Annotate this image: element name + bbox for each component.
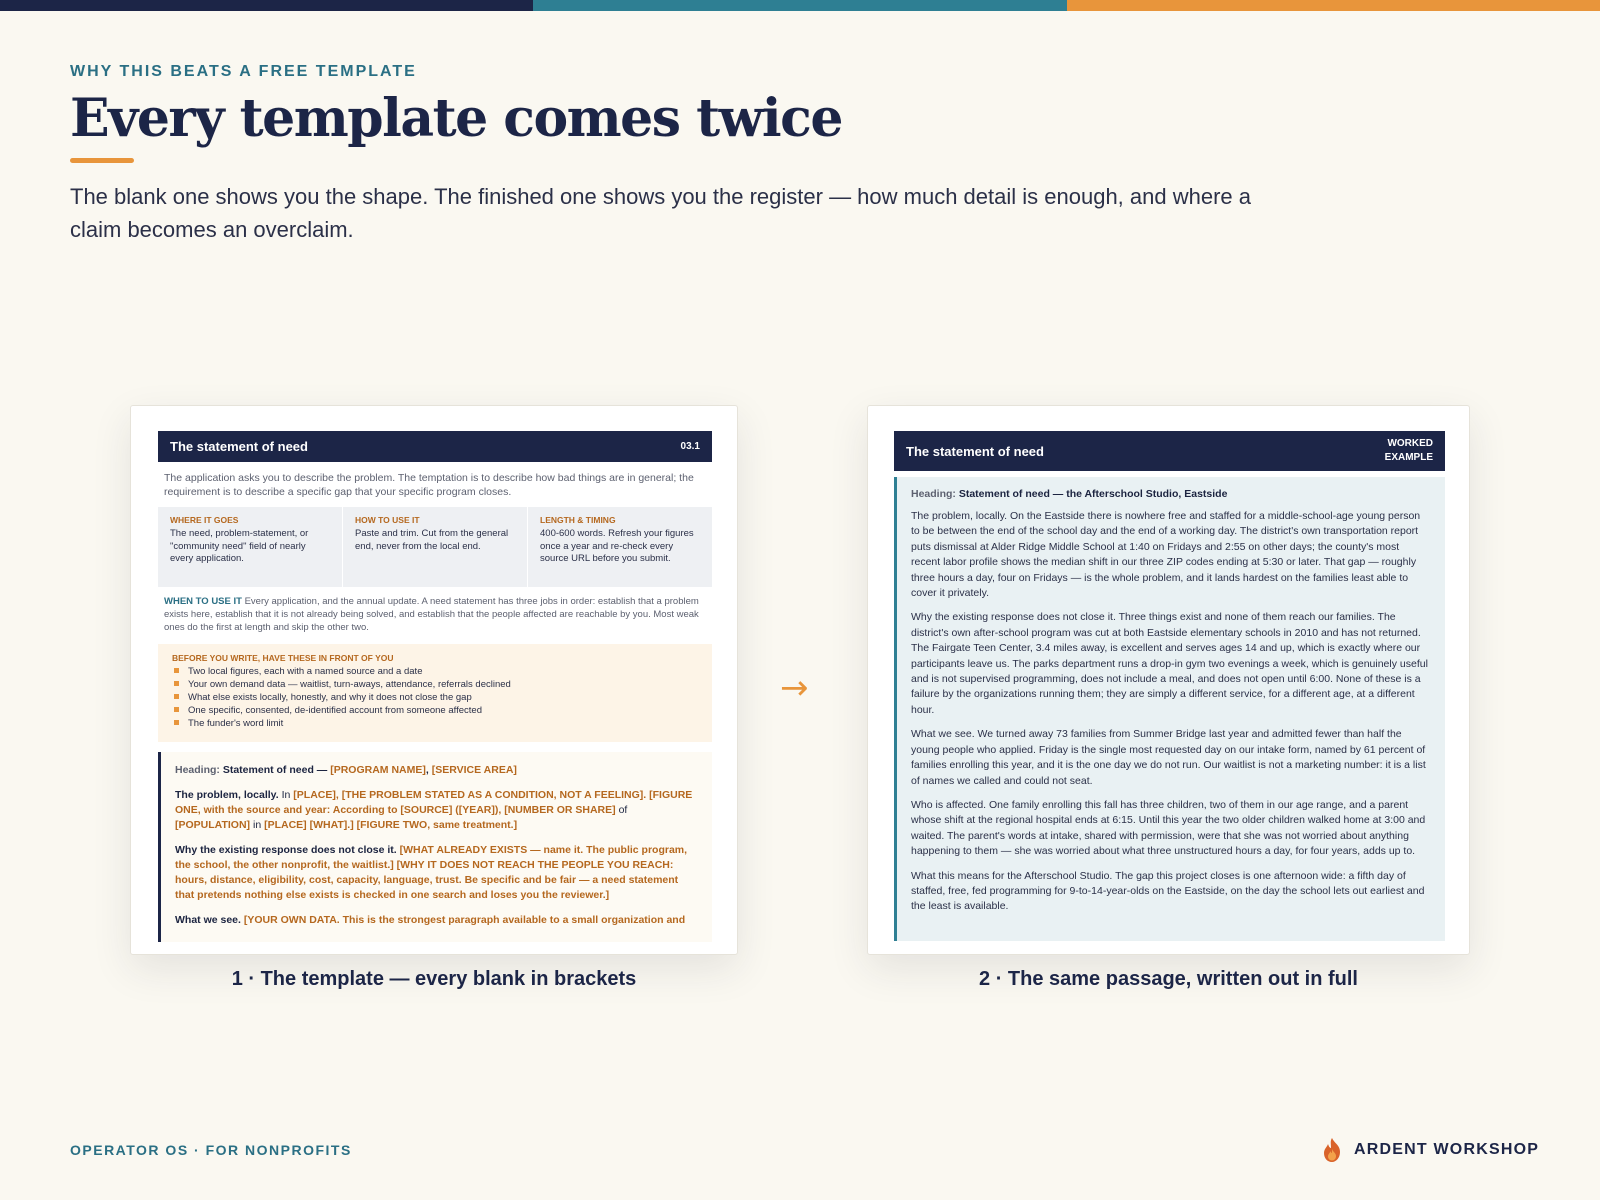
connector-text: in xyxy=(252,819,262,831)
info-column-how xyxy=(343,507,528,587)
worked-heading-line xyxy=(911,488,1431,500)
column-heading: WHERE IT GOES xyxy=(170,515,239,525)
list-item: Two local figures, each with a named source and a date xyxy=(172,665,698,678)
template-intro: The application asks you to describe the problem. The temptation is to describe how bad things are in general; the requirement is to describe a specific gap that your specific program closes. xyxy=(164,472,694,498)
placeholder-own-data: [YOUR OWN DATA. This is the strongest paragraph available to a small organization and xyxy=(243,914,686,926)
list-item: Your own demand data — waitlist, turn-aways, attendance, referrals declined xyxy=(172,678,698,691)
badge-line: EXAMPLE xyxy=(1384,452,1433,463)
worked-example-badge xyxy=(1363,437,1433,465)
separator: , xyxy=(425,764,429,776)
placeholder-what: [PLACE] [WHAT].] [FIGURE TWO, same treatment.] xyxy=(264,819,518,831)
before-list xyxy=(172,665,698,730)
heading-text: Statement of need — xyxy=(222,764,328,776)
top-bar-orange xyxy=(1067,0,1600,11)
worked-paragraph: What we see. We turned away 73 families from Summer Bridge last year and admitted fewer than half the young people who applied. Friday is the single most requested day on our intake form, named by 61 percent of families enrolling this year, and it is the one day we do not run. Our waitlist is not a marketing number: it is a list of names we called and could not seat. xyxy=(911,728,1426,787)
footer-product: OPERATOR OS · FOR NONPROFITS xyxy=(70,1142,352,1158)
template-passage xyxy=(158,752,712,942)
when-text: Every application, and the annual update. A need statement has three jobs in order: establish that a problem exists here, establish that it is not already being solved, and establish that the people affected are reachable by you. Most weak ones do the first at length and skip the other two. xyxy=(164,596,699,633)
eyebrow: WHY THIS BEATS A FREE TEMPLATE xyxy=(70,63,417,80)
before-you-write-box xyxy=(158,644,712,742)
paragraph-lead: The problem, locally. xyxy=(175,789,279,801)
paragraph-lead: What we see. xyxy=(175,914,241,926)
list-item: What else exists locally, honestly, and why it does not close the gap xyxy=(172,691,698,704)
column-text: The need, problem-statement, or "community need" field of nearly every application. xyxy=(170,528,309,564)
worked-paragraph: Who is affected. One family enrolling this fall has three children, two of them in our age range, and a parent whose shift at the regional hospital ends at 6:15. Until this year the two older children walked home at 3:00 and waited. The parent's words at intake, shared with permission, were that she was not worried about anything happening to them — she was worried about what three unstructured hours a day, for four years, adds up to. xyxy=(911,798,1426,858)
placeholder-condition: [THE PROBLEM STATED AS A CONDITION, NOT A FEELING]. [FIGURE ONE, with the source and year: According to [SOURCE] ([YEAR]), [NUMBER OR SHARE] xyxy=(175,789,693,816)
list-item: The funder's word limit xyxy=(172,717,698,730)
column-text: 400-600 words. Refresh your figures once a year and re-check every source URL before you submit. xyxy=(540,528,694,564)
worked-paragraph: The problem, locally. On the Eastside there is nowhere free and staffed for a middle-school-age young person to be between the end of the school day and the end of a working day. The district's own transportation report puts dismissal at Alder Ridge Middle School at 1:40 on Fridays and 2:55 on other days; the county's most recent labor profile shows the median shift in our three ZIP codes ending at 5:30 or later. That gap — roughly three hours a day, four on Fridays — is the whole problem, and it lands hardest on the families least able to cover it privately. xyxy=(911,510,1421,600)
column-text: Paste and trim. Cut from the general end, never from the local end. xyxy=(355,528,509,552)
connector-text: In xyxy=(281,789,291,801)
top-bar-navy xyxy=(0,0,533,11)
info-column-where xyxy=(158,507,343,587)
worked-paragraph: Why the existing response does not close it. Three things exist and none of them reach our families. The district's own after-school program was cut at both Eastside elementary schools in 2010 and has not returned. The Fairgate Teen Center, 3.4 miles away, is excellent and serves ages 14 and up, which is exactly where our participants leave us. The parks department runs a drop-in gym two evenings a week, which is genuinely useful and is not supervised programming, does not include a meal, and does not open until 6:00. None of these is a failure by the organizations running them; they are simply a different service, for a different age, at a different hour. xyxy=(911,611,1428,716)
arrow-right-icon: → xyxy=(780,668,809,708)
page-title: Every template comes twice xyxy=(70,88,842,149)
template-title: The statement of need xyxy=(170,439,308,454)
title-underline xyxy=(70,158,134,163)
caption-template: 1 · The template — every blank in brackets xyxy=(231,968,637,990)
footer-brand xyxy=(1320,1137,1539,1163)
placeholder-existing-response: [WHAT ALREADY EXISTS — name it. The public program, the school, the other nonprofit, the waitlist.] [WHY IT DOES NOT REACH THE PEOPLE YOU REACH: hours, distance, eligibility, cost, capacity, language, trust. Be specific and be fair — a need statement that pretends nothing else exists is checked in one search and loses you the reviewer.] xyxy=(175,844,688,901)
lede: The blank one shows you the shape. The finished one shows you the register — how much detail is enough, and where a claim becomes an overclaim. xyxy=(70,184,1251,242)
badge-line: WORKED xyxy=(1387,438,1433,449)
top-bar-teal xyxy=(533,0,1067,11)
placeholder-service-area: [SERVICE AREA] xyxy=(431,764,517,776)
worked-title: The statement of need xyxy=(906,443,1044,459)
template-paragraph-what-we-see xyxy=(175,913,698,928)
column-heading: LENGTH & TIMING xyxy=(540,515,616,525)
list-item: One specific, consented, de-identified account from someone affected xyxy=(172,704,698,717)
worked-header xyxy=(894,431,1445,471)
template-paragraph-problem xyxy=(175,788,698,833)
before-heading: BEFORE YOU WRITE, HAVE THESE IN FRONT OF YOU xyxy=(172,653,394,663)
column-heading: HOW TO USE IT xyxy=(355,515,420,525)
template-header xyxy=(158,431,712,462)
caption-worked: 2 · The same passage, written out in full xyxy=(979,968,1358,990)
heading-text: Statement of need — the Afterschool Studio, Eastside xyxy=(958,488,1228,500)
placeholder-population: [POPULATION] xyxy=(175,819,251,831)
template-paragraph-existing xyxy=(175,843,698,903)
when-label: WHEN TO USE IT xyxy=(164,596,242,607)
placeholder-program-name: [PROGRAM NAME] xyxy=(330,764,426,776)
top-color-bar xyxy=(0,0,1600,11)
when-to-use xyxy=(164,595,709,634)
heading-label: Heading: xyxy=(175,764,220,776)
info-column-length xyxy=(528,507,712,587)
brand-name: ARDENT WORKSHOP xyxy=(1354,1141,1540,1158)
info-columns xyxy=(158,507,712,587)
paragraph-lead: Why the existing response does not close it. xyxy=(175,844,397,856)
worked-passage xyxy=(894,477,1445,941)
worked-example-card xyxy=(867,405,1470,955)
separator: , xyxy=(335,789,339,801)
placeholder-place: [PLACE] xyxy=(293,789,336,801)
connector-text: of xyxy=(618,804,628,816)
template-card xyxy=(130,405,738,955)
worked-paragraph: What this means for the Afterschool Studio. The gap this project closes is one afternoon wide: a fifth day of staffed, free, fed programming for 9-to-14-year-olds on the Eastside, on the day the school lets out earliest and the least is available. xyxy=(911,869,1425,913)
template-heading-line xyxy=(175,763,698,778)
section-number: 03.1 xyxy=(680,441,700,452)
flame-icon xyxy=(1320,1137,1344,1163)
heading-label: Heading: xyxy=(911,488,956,500)
